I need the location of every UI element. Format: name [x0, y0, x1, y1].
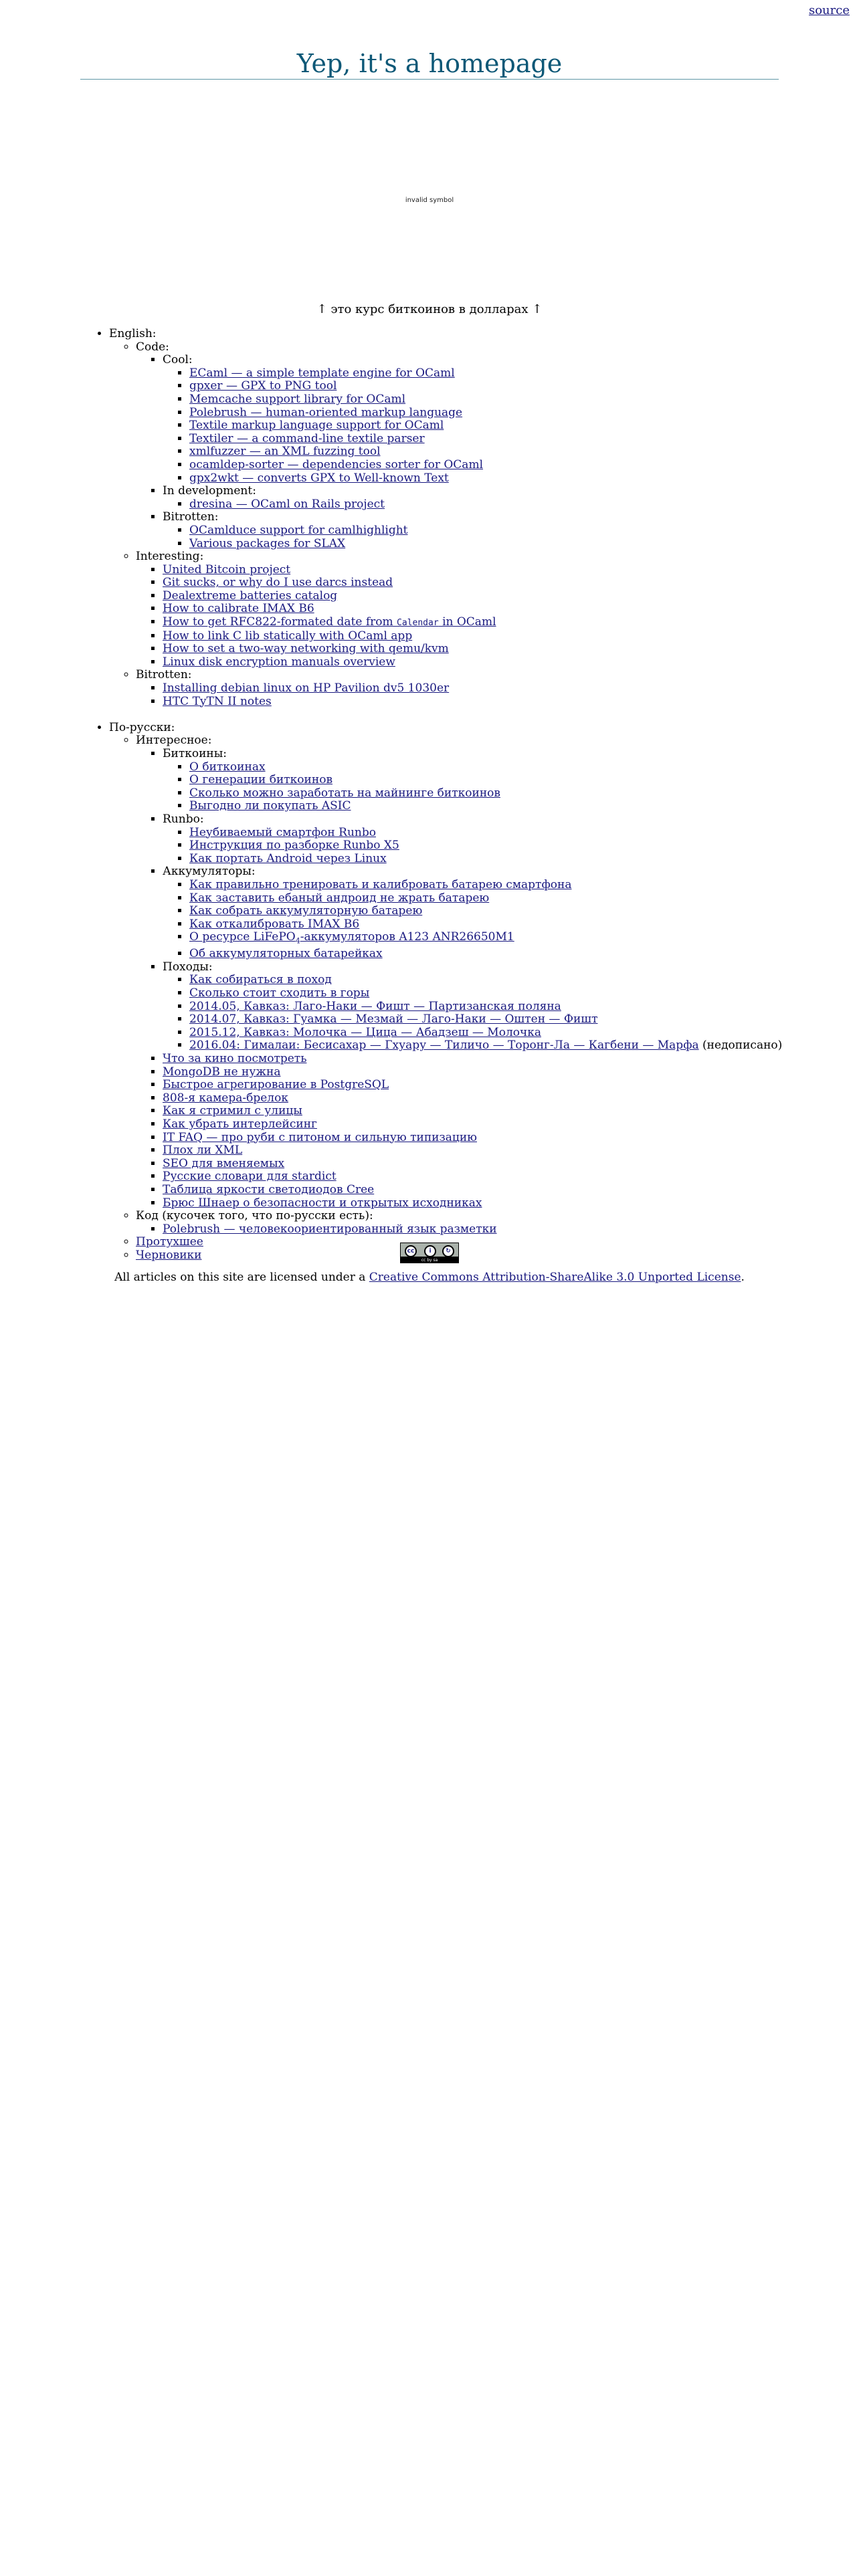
list-item-link[interactable]: 2015.12, Кавказ: Молочка — Цица — Абадзеш — Молочка [189, 1025, 541, 1039]
subgroup-label: Cool: [163, 353, 193, 367]
rfc822-link[interactable]: How to get RFC822-formated date from Calendar in OCaml [163, 615, 496, 629]
list-item [163, 1144, 859, 1158]
list-item-link[interactable]: Various packages for SLAX [189, 536, 346, 550]
list-item-link[interactable]: Сколько стоит сходить в горы [189, 986, 370, 1000]
chart-caption: ↑ это курс биткоинов в долларах ↑ [316, 302, 543, 316]
subgroup-cool [163, 354, 859, 485]
list-item [189, 433, 859, 446]
cc-icon: cc [405, 1245, 417, 1257]
list-item [189, 892, 859, 905]
subgroup-bitcoins [163, 748, 859, 813]
list-item-link[interactable]: Polebrush — человекоориентированный язык разметки [163, 1222, 497, 1236]
section-list-english [0, 328, 859, 708]
list-item [163, 1053, 859, 1066]
list-item-link[interactable]: ECaml — a simple template engine for OCaml [189, 366, 455, 380]
list-item-link[interactable]: Таблица яркости светодиодов Cree [163, 1182, 375, 1196]
list-item-link[interactable]: Как я стримил с улицы [163, 1104, 302, 1118]
list-item [163, 656, 859, 669]
list-item [189, 1000, 859, 1014]
link-list [136, 682, 859, 708]
list-item [189, 380, 859, 393]
subgroup-label: Runbo: [163, 812, 204, 826]
list-item [189, 853, 859, 866]
list-item-link[interactable]: 2014.07, Кавказ: Гуамка — Мезмай — Лаго-Наки — Оштен — Фишт [189, 1012, 598, 1027]
group-code [136, 341, 859, 551]
himalaya-link[interactable]: 2016.04: Гималаи: Бесисахар — Гхуару — Тиличо — Торонг-Ла — Кагбени — Марфа [189, 1039, 699, 1053]
stale-link[interactable]: Протухшее [136, 1235, 203, 1249]
list-item-link[interactable]: Git sucks, or why do I use darcs instead [163, 576, 393, 590]
group-label: Интересное: [136, 734, 212, 748]
list-item [189, 918, 859, 932]
lifepo-link[interactable]: О ресурсе LiFePO$_4$-аккумуляторов A123 ANR26650M1 [189, 930, 514, 946]
list-item-link[interactable]: Что за кино посмотреть [163, 1052, 307, 1066]
list-item-link[interactable]: Неубиваемый смартфон Runbo [189, 825, 376, 839]
list-item [189, 419, 859, 433]
group-label: Code: [136, 340, 169, 354]
list-item [189, 407, 859, 420]
list-item [163, 1197, 859, 1210]
list-item [163, 1184, 859, 1197]
bitcoin-chart-image [0, 80, 859, 316]
list-item [189, 1027, 859, 1040]
list-item [189, 931, 859, 948]
list-item-link[interactable]: Dealextreme batteries catalog [163, 588, 338, 603]
group-interesting [136, 550, 859, 669]
list-item-link[interactable]: How to calibrate IMAX B6 [163, 602, 314, 616]
section-russian [109, 722, 859, 1263]
subgroup-bitrotten [163, 511, 859, 550]
list-item-link[interactable]: Как собираться в поход [189, 973, 332, 987]
list-item-link[interactable]: gpxer — GPX to PNG tool [189, 379, 337, 393]
list-item-link[interactable]: Как откалибровать IMAX B6 [189, 917, 360, 931]
link-list [163, 827, 859, 866]
page-title: Yep, it's a homepage [80, 48, 779, 80]
section-list-russian [0, 722, 859, 1263]
page-header [80, 48, 779, 80]
list-item-link[interactable]: 808-я камера-брелок [163, 1091, 288, 1105]
subgroup-label: Bitrotten: [163, 510, 219, 524]
list-item [189, 393, 859, 407]
group-code-ru [136, 1210, 859, 1236]
subgroup-label: Аккумуляторы: [163, 865, 256, 879]
list-item-link[interactable]: Memcache support library for OCaml [189, 392, 406, 406]
list-item [189, 472, 859, 486]
group-bitrotten [136, 669, 859, 708]
list-item-link[interactable]: Textile markup language support for OCaml [189, 419, 444, 433]
list-item [163, 1158, 859, 1171]
list-item-link[interactable]: IT FAQ — про руби с питоном и сильную типизацию [163, 1130, 477, 1144]
list-item [163, 576, 859, 590]
list-item [163, 682, 859, 695]
list-item-link[interactable]: Брюс Шнаер о безопасности и открытых исходниках [163, 1196, 482, 1210]
list-item-link[interactable]: United Bitcoin project [163, 562, 291, 576]
list-item [189, 827, 859, 840]
link-list [163, 879, 859, 961]
list-item [163, 1079, 859, 1092]
list-item-link[interactable]: How to link C lib statically with OCaml app [163, 629, 413, 643]
list-item [189, 367, 859, 381]
list-item [163, 1105, 859, 1118]
link-list [163, 524, 859, 550]
list-item-link[interactable]: О биткоинах [189, 760, 266, 774]
list-item-link[interactable]: OCamlduce support for camlhighlight [189, 523, 408, 537]
list-item [189, 800, 859, 813]
list-item-link[interactable]: xmlfuzzer — an XML fuzzing tool [189, 445, 381, 459]
list-item-link[interactable]: Как портать Android через Linux [189, 851, 387, 865]
cc-license-badge[interactable] [400, 1243, 459, 1263]
link-list [163, 974, 859, 1053]
link-list [136, 1223, 859, 1237]
subgroup-batteries [163, 865, 859, 961]
list-item [189, 839, 859, 853]
list-item-link[interactable]: MongoDB не нужна [163, 1065, 281, 1079]
list-item-link[interactable]: ocamldep-sorter — dependencies sorter for OCaml [189, 457, 484, 471]
list-item [189, 987, 859, 1000]
section-label: English: [109, 327, 157, 340]
list-item-link[interactable]: Textiler — a command-line textile parser [189, 431, 425, 445]
list-item-link[interactable]: Русские словари для stardict [163, 1170, 337, 1184]
list-item [163, 590, 859, 603]
link-list [163, 367, 859, 485]
list-item-link[interactable]: Как заставить ебаный андроид не жрать батарею [189, 891, 490, 905]
section-english [109, 328, 859, 708]
subgroup-label: Походы: [163, 960, 213, 974]
list-item-link[interactable]: How to set a two-way networking with qemu/kvm [163, 642, 449, 656]
list-item [189, 459, 859, 472]
list-item [163, 630, 859, 643]
list-item [189, 948, 859, 961]
list-item [163, 603, 859, 616]
list-item [189, 774, 859, 787]
list-item [189, 905, 859, 918]
list-item [189, 787, 859, 800]
license-link[interactable]: Creative Commons Attribution-ShareAlike 3.0 Unported License [369, 1270, 741, 1284]
list-item [189, 761, 859, 774]
drafts-link[interactable]: Черновики [136, 1248, 202, 1262]
list-item-link[interactable]: Polebrush — human-oriented markup language [189, 405, 463, 419]
list-item [189, 1013, 859, 1027]
link-list [163, 761, 859, 813]
list-item [189, 538, 859, 551]
attribution-icon: i [424, 1245, 436, 1257]
list-item-link[interactable]: Выгодно ли покупать ASIC [189, 799, 351, 813]
source-link[interactable]: source [808, 3, 850, 17]
link-list [163, 498, 859, 512]
list-item-link[interactable]: 2014.05, Кавказ: Лаго-Наки — Фишт — Партизанская поляна [189, 999, 561, 1013]
list-item [163, 1092, 859, 1105]
list-item-link[interactable]: HTC TyTN II notes [163, 694, 272, 708]
list-item [163, 616, 859, 630]
subgroup-label: Биткоины: [163, 747, 227, 760]
list-item-link[interactable]: gpx2wkt — converts GPX to Well-known Text [189, 471, 449, 485]
list-item-link[interactable]: О генерации биткоинов [189, 773, 333, 787]
list-item-link[interactable]: Быстрое агрегирование в PostgreSQL [163, 1078, 389, 1092]
section-label: По-русски: [109, 720, 175, 734]
subgroup-label: In development: [163, 484, 256, 498]
list-item-link[interactable]: SEO для вменяемых [163, 1156, 285, 1170]
list-item-link[interactable]: Installing debian linux on HP Pavilion dv5 1030er [163, 681, 450, 695]
list-item-link[interactable]: Инструкция по разборке Runbo X5 [189, 839, 399, 853]
share-alike-icon: ↻ [442, 1245, 454, 1257]
link-list [136, 564, 859, 669]
list-item-link[interactable]: Сколько можно заработать на майнинге биткоинов [189, 786, 500, 800]
list-item [189, 974, 859, 987]
list-item-link[interactable]: Как собрать аккумуляторную батарею [189, 904, 423, 918]
license-footer [0, 1243, 859, 1284]
list-item [163, 1132, 859, 1145]
list-item [163, 1118, 859, 1132]
list-item [189, 445, 859, 459]
list-item [189, 1039, 859, 1053]
list-item-link[interactable]: Как правильно тренировать и калибровать батарею смартфона [189, 877, 572, 891]
group-label: Bitrotten: [136, 668, 192, 682]
list-item [163, 1170, 859, 1184]
subgroup-in-development [163, 485, 859, 511]
list-item-link[interactable]: dresina — OCaml on Rails project [189, 497, 385, 511]
list-item [163, 1223, 859, 1237]
unfinished-note: (недописано) [698, 1039, 783, 1053]
group-interesting-ru [136, 734, 859, 1210]
subgroup-runbo [163, 813, 859, 865]
chart-alt-text: invalid symbol [405, 197, 454, 204]
list-item [163, 564, 859, 577]
list-item [189, 498, 859, 512]
list-item [189, 879, 859, 892]
cc-badge-text: cc by sa [421, 1258, 438, 1263]
license-text: All articles on this site are licensed under a Creative Commons Attribution-ShareAlike 3.0 Unported License. [114, 1270, 745, 1284]
main-content [0, 328, 859, 1263]
list-item [163, 695, 859, 709]
list-item [163, 643, 859, 656]
group-label: Код (кусочек того, что по-русски есть): [136, 1209, 373, 1223]
list-item [189, 524, 859, 538]
subgroup-hikes [163, 961, 859, 1053]
group-label: Interesting: [136, 550, 204, 564]
list-item-link[interactable]: Плох ли XML [163, 1144, 243, 1158]
list-item [163, 1066, 859, 1079]
list-item-link[interactable]: Linux disk encryption manuals overview [163, 655, 395, 669]
list-item-link[interactable]: Как убрать интерлейсинг [163, 1117, 317, 1132]
list-item-link[interactable]: Об аккумуляторных батарейках [189, 947, 383, 961]
